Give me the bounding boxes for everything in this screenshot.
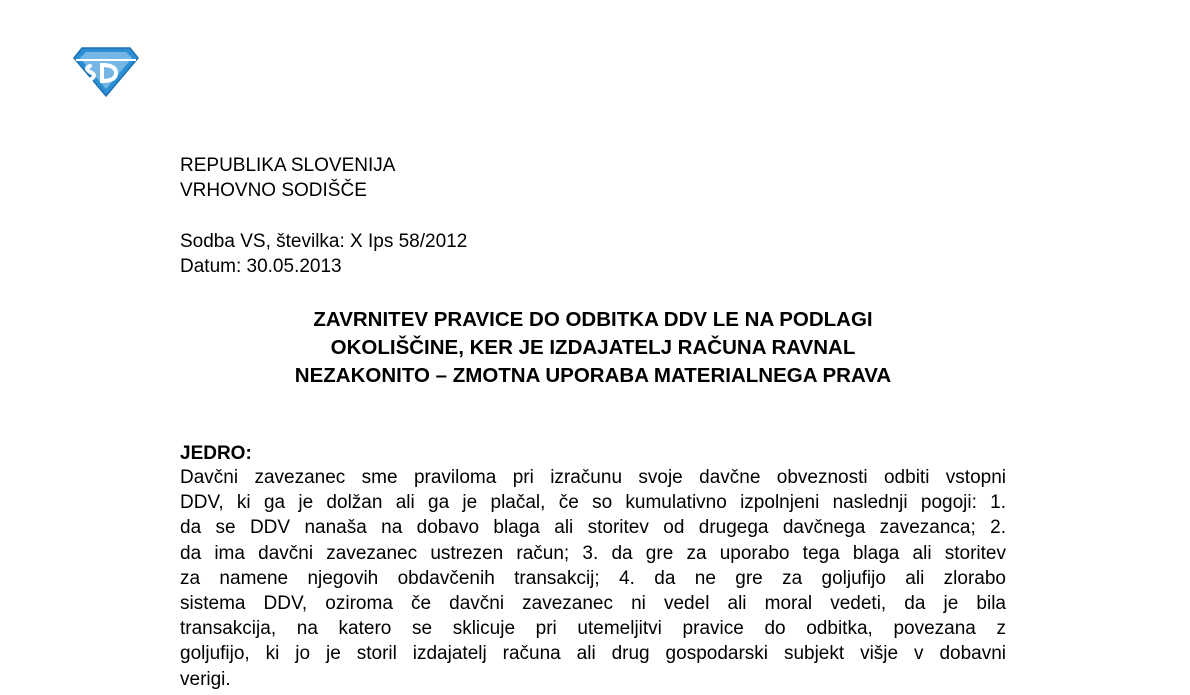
document-title — [180, 306, 1006, 390]
paragraph-line: verigi. — [180, 668, 231, 690]
paragraph-line: za namene njegovih obdavčenih transakcij; 4. da ne gre za goljufijo ali zlorabo — [180, 567, 1006, 589]
case-number: Sodba VS, številka: X Ips 58/2012 — [180, 231, 468, 252]
paragraph-line: da ima davčni zavezanec ustrezen račun; 3. da gre za uporabo tega blaga ali storitev — [180, 542, 1006, 564]
case-date: Datum: 30.05.2013 — [180, 256, 342, 277]
section-heading: JEDRO: — [180, 443, 252, 464]
title-line-2: OKOLIŠČINE, KER JE IZDAJATELJ RAČUNA RAVNAL — [330, 336, 856, 359]
case-reference — [180, 229, 467, 279]
paragraph-line: da se DDV nanaša na dobavo blaga ali storitev od drugega davčnega zavezanca; 2. — [180, 517, 1006, 539]
paragraph-line: DDV, ki ga je dolžan ali ga je plačal, če so kumulativno izpolnjeni naslednji pogoji: 1. — [180, 492, 1006, 514]
title-line-3: NEZAKONITO – ZMOTNA UPORABA MATERIALNEGA PRAVA — [294, 364, 892, 387]
country-line: REPUBLIKA SLOVENIJA — [180, 155, 396, 176]
issuer-header — [180, 153, 395, 203]
paragraph-line: Davčni zavezanec sme praviloma pri izračunu svoje davčne obveznosti odbiti vstopni — [180, 467, 1006, 488]
shield-logo-icon — [70, 44, 142, 98]
summary-paragraph — [180, 465, 1006, 692]
title-line-1: ZAVRNITEV PRAVICE DO ODBITKA DDV LE NA PODLAGI — [313, 308, 873, 331]
paragraph-line: goljufijo, ki jo je storil izdajatelj računa ali drug gospodarski subjekt višje v dobavni — [180, 643, 1006, 665]
court-line: VRHOVNO SODIŠČE — [180, 180, 367, 201]
court-logo — [70, 44, 142, 98]
paragraph-line: transakcija, na katero se sklicuje pri utemeljitvi pravice do odbitka, povezana z — [180, 618, 1006, 640]
paragraph-line: sistema DDV, oziroma če davčni zavezanec ni vedel ali moral vedeti, da je bila — [180, 593, 1006, 615]
